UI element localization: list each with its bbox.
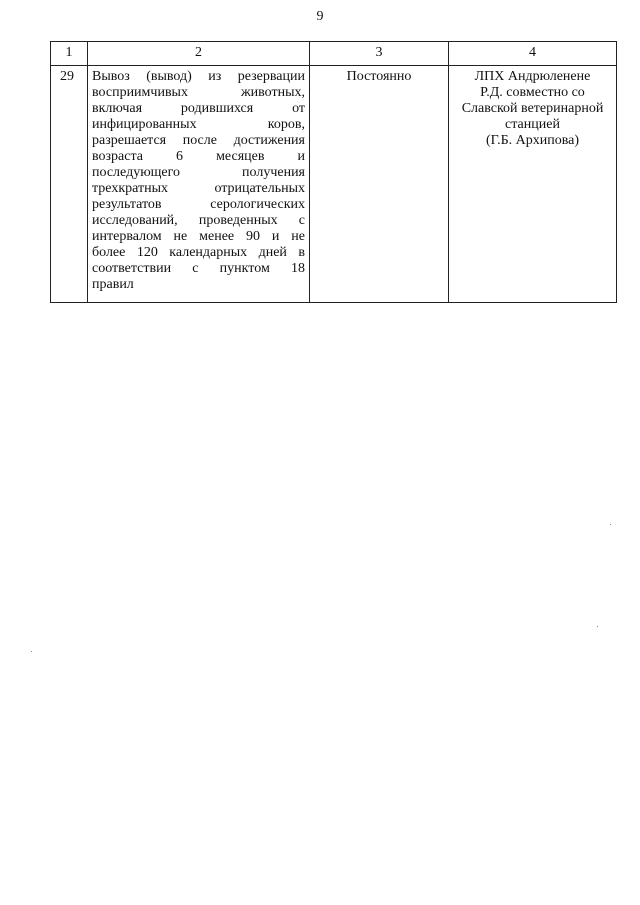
responsible-party [449,66,617,303]
description-line: возраста 6 месяцев и [92,149,305,164]
measures-table [50,41,617,303]
column-header-2: 2 [88,42,310,66]
description-line: Вывоз (вывод) из резервации [92,69,305,84]
description-line: разрешается после достижения [92,133,305,148]
description-line: соответствии с пунктом 18 [92,261,305,276]
description-line: инфицированных коров, [92,117,305,132]
description-line: последующего получения [92,165,305,180]
table-header-row [51,42,617,66]
description-line: интервалом не менее 90 и не [92,229,305,244]
scan-speck [31,651,32,652]
measure-term: Постоянно [310,66,449,303]
responsible-line: Р.Д. совместно со [480,85,585,100]
description-line: включая родившихся от [92,101,305,116]
description-line: более 120 календарных дней в [92,245,305,260]
description-line: правил [92,277,134,292]
responsible-line: ЛПХ Андрюленене [474,69,591,84]
table-row [51,66,617,303]
scan-speck [597,626,598,627]
responsible-line: станцией [505,117,560,132]
measure-description [88,66,310,303]
description-line: результатов серологических [92,197,305,212]
description-line: исследований, проведенных с [92,213,305,228]
row-number: 29 [51,66,88,303]
page-number: 9 [316,9,324,24]
description-line: восприимчивых животных, [92,85,305,100]
scan-speck [610,524,611,525]
responsible-line: (Г.Б. Архипова) [485,133,580,148]
description-line: трехкратных отрицательных [92,181,305,196]
column-header-1: 1 [51,42,88,66]
column-header-3: 3 [310,42,449,66]
responsible-line: Славской ветеринарной [461,101,604,116]
column-header-4: 4 [449,42,617,66]
